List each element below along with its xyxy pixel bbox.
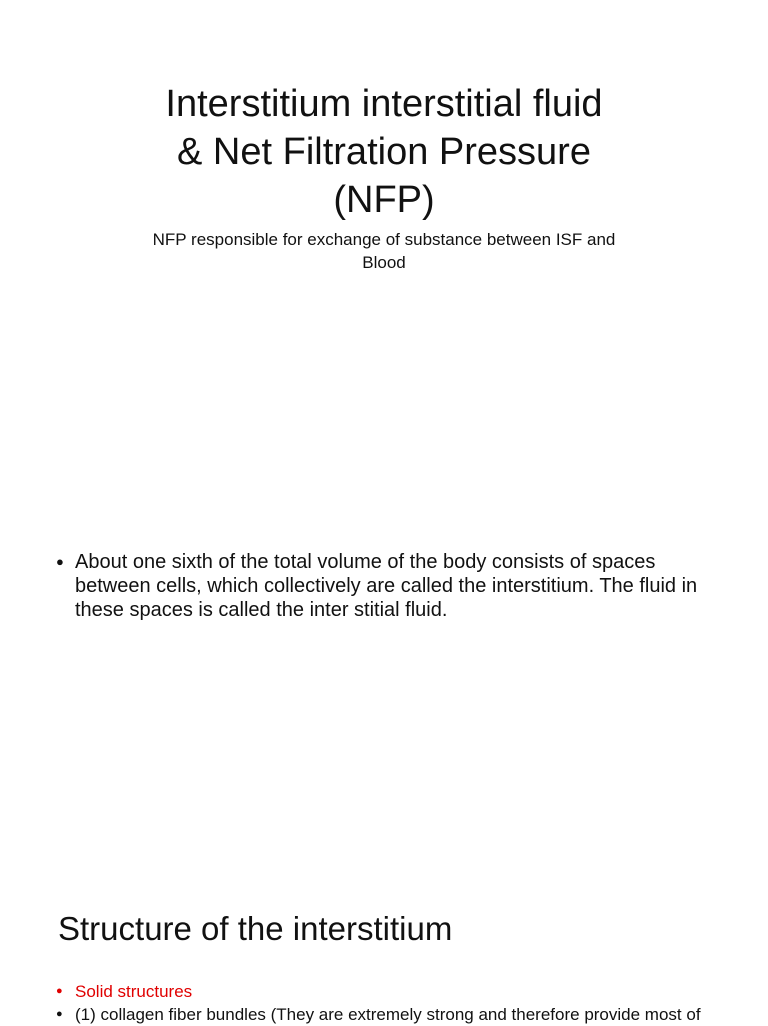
structure-bullet-text: Solid structures — [75, 982, 193, 1001]
intro-bullet-list — [56, 550, 716, 622]
section-heading: Structure of the interstitium — [58, 910, 453, 947]
bullet-icon: ● — [56, 985, 63, 997]
title-slide — [0, 0, 768, 500]
title-line-1: Interstitium interstitial fluid — [165, 83, 603, 125]
intro-bullet-item — [56, 550, 716, 622]
structure-bullet-text: (1) collagen fiber bundles (They are extremely strong and therefore provide most of — [75, 1005, 701, 1024]
subtitle-line-2: Blood — [362, 253, 406, 272]
subtitle-line-1: NFP responsible for exchange of substance between ISF and — [152, 230, 616, 249]
title-line-2: & Net Filtration Pressure — [177, 131, 591, 173]
bullet-icon: ● — [56, 554, 64, 569]
bullet-icon: ● — [56, 1008, 63, 1020]
intro-bullet-text: About one sixth of the total volume of the body consists of spaces between cells, which collectively are called the interstitium. The fluid in these spaces is called the inter stitial fluid. — [75, 551, 698, 621]
title-line-3: (NFP) — [333, 179, 435, 221]
structure-bullet-item — [56, 1003, 716, 1026]
structure-bullet-list — [56, 980, 716, 1026]
page-title — [84, 80, 684, 224]
structure-bullet-item — [56, 980, 716, 1003]
subtitle — [100, 228, 668, 274]
